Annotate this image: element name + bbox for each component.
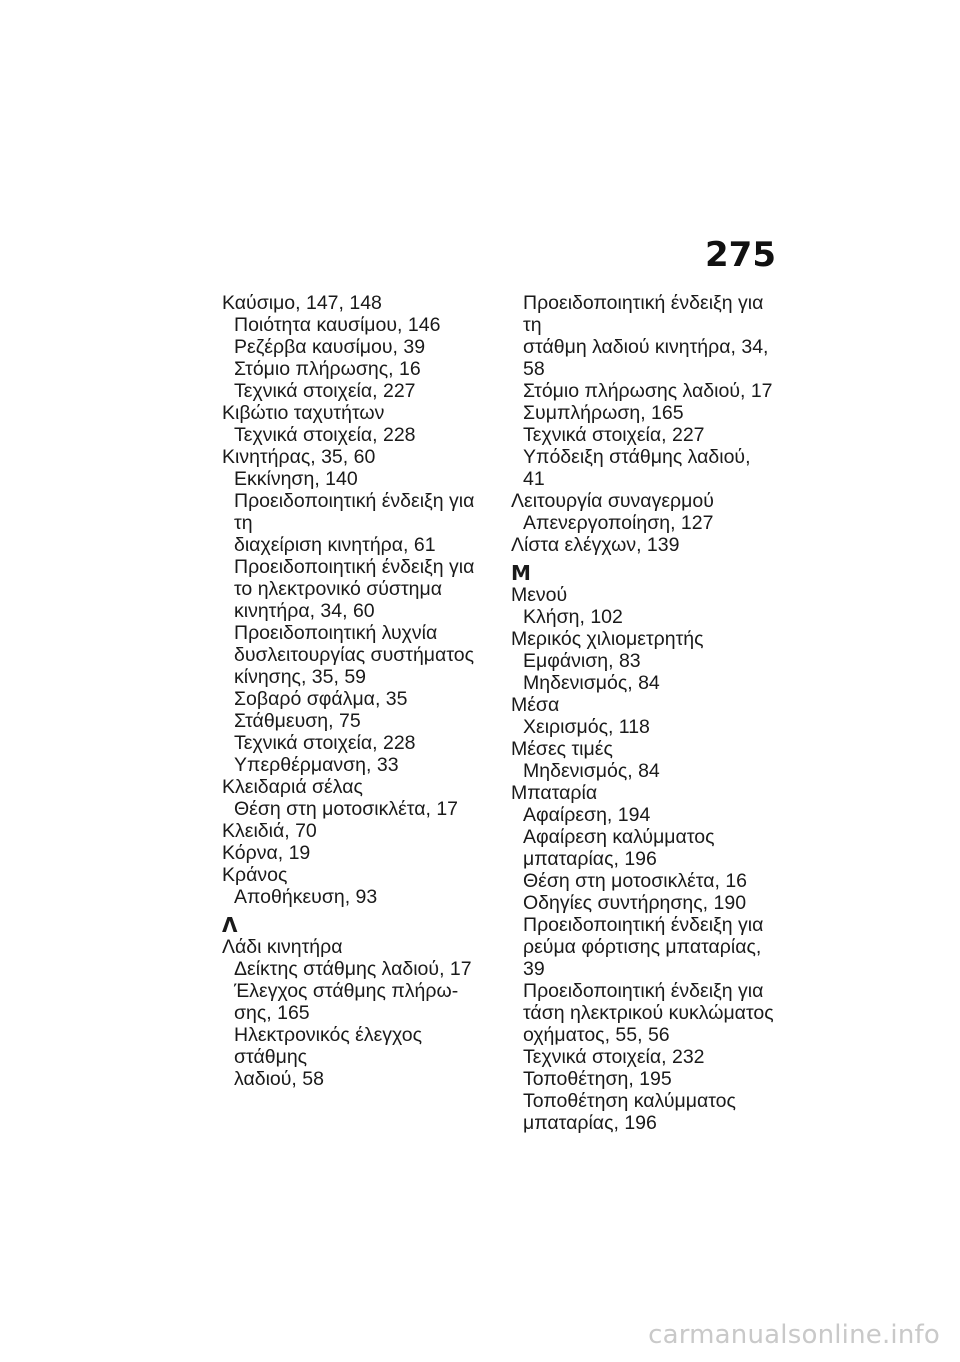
index-subentry: Σοβαρό σφάλμα, 35 bbox=[234, 688, 408, 710]
index-subentry: Ποιότητα καυσίμου, 146 bbox=[234, 314, 441, 336]
index-entry: Μερικός χιλιομετρητής bbox=[511, 628, 704, 650]
index-subentry: μπαταρίας, 196 bbox=[523, 1112, 657, 1134]
index-subentry: Απενεργοποίηση, 127 bbox=[523, 512, 714, 534]
index-subentry: Εμφάνιση, 83 bbox=[523, 650, 641, 672]
index-subentry: Θέση στη μοτοσικλέτα, 16 bbox=[523, 870, 748, 892]
index-entry: Μέσα bbox=[511, 694, 560, 716]
index-subentry: Συμπλήρωση, 165 bbox=[523, 402, 684, 424]
index-subentry: Τεχνικά στοιχεία, 228 bbox=[234, 732, 416, 754]
index-subentry: Στόμιο πλήρωσης λαδιού, 17 bbox=[523, 380, 773, 402]
index-subentry: στάθμη λαδιού κινητήρα, 34, bbox=[523, 336, 769, 358]
index-subentry: ρεύμα φόρτισης μπαταρίας, 39 bbox=[523, 936, 762, 980]
index-subentry: μπαταρίας, 196 bbox=[523, 848, 657, 870]
index-subentry: Προειδοποιητική ένδειξη για bbox=[523, 914, 764, 936]
index-entry: Μπαταρία bbox=[511, 782, 598, 804]
index-subentry: δυσλειτουργίας συστήματος bbox=[234, 644, 474, 666]
index-subentry: Χειρισμός, 118 bbox=[523, 716, 650, 738]
index-subentry: 58 bbox=[523, 358, 545, 380]
index-entry: Λειτουργία συναγερμού bbox=[511, 490, 714, 512]
index-subentry: σης, 165 bbox=[234, 1002, 310, 1024]
index-subentry: Μηδενισμός, 84 bbox=[523, 760, 660, 782]
index-subentry: Τοποθέτηση, 195 bbox=[523, 1068, 672, 1090]
index-subentry: οχήματος, 55, 56 bbox=[523, 1024, 670, 1046]
index-entry: Μέσες τιμές bbox=[511, 738, 613, 760]
index-entry: Λάδι κινητήρα bbox=[222, 936, 343, 958]
index-entry: Κράνος bbox=[222, 864, 288, 886]
index-subentry: Αποθήκευση, 93 bbox=[234, 886, 378, 908]
index-entry: Λίστα ελέγχων, 139 bbox=[511, 534, 680, 556]
index-entry: Κόρνα, 19 bbox=[222, 842, 311, 864]
index-subentry: Αφαίρεση, 194 bbox=[523, 804, 651, 826]
index-section-letter: Μ bbox=[511, 561, 531, 585]
index-subentry: Κλήση, 102 bbox=[523, 606, 623, 628]
index-subentry: Υπερθέρμανση, 33 bbox=[234, 754, 399, 776]
index-subentry: Στόμιο πλήρωσης, 16 bbox=[234, 358, 421, 380]
index-section-letter: Λ bbox=[222, 913, 238, 937]
page-number: 275 bbox=[705, 235, 776, 275]
index-subentry: Προειδοποιητική ένδειξη για bbox=[234, 556, 475, 578]
index-subentry: Προειδοποιητική ένδειξη για τη bbox=[234, 490, 475, 534]
index-subentry: Τεχνικά στοιχεία, 228 bbox=[234, 424, 416, 446]
index-subentry: Τεχνικά στοιχεία, 227 bbox=[234, 380, 416, 402]
index-subentry: Θέση στη μοτοσικλέτα, 17 bbox=[234, 798, 459, 820]
index-entry: Μενού bbox=[511, 584, 568, 606]
watermark-text: carmanualsonline.info bbox=[648, 1320, 940, 1350]
index-subentry: Στάθμευση, 75 bbox=[234, 710, 361, 732]
index-column-left bbox=[222, 292, 497, 1090]
index-subentry: Προειδοποιητική λυχνία bbox=[234, 622, 438, 644]
index-entry: Κιβώτιο ταχυτήτων bbox=[222, 402, 385, 424]
index-entry: Κλειδαριά σέλας bbox=[222, 776, 363, 798]
index-subentry: Ηλεκτρονικός έλεγχος στάθμης bbox=[234, 1024, 423, 1068]
index-entry: Κλειδιά, 70 bbox=[222, 820, 317, 842]
index-subentry: Προειδοποιητική ένδειξη για bbox=[523, 980, 764, 1002]
index-subentry: Τεχνικά στοιχεία, 232 bbox=[523, 1046, 705, 1068]
index-subentry: κίνησης, 35, 59 bbox=[234, 666, 367, 688]
index-entry: Καύσιμο, 147, 148 bbox=[222, 292, 382, 314]
index-subentry: Ρεζέρβα καυσίμου, 39 bbox=[234, 336, 426, 358]
index-subentry: Δείκτης στάθμης λαδιού, 17 bbox=[234, 958, 472, 980]
index-entry: Κινητήρας, 35, 60 bbox=[222, 446, 376, 468]
index-subentry: Τοποθέτηση καλύμματος bbox=[523, 1090, 736, 1112]
index-subentry: τάση ηλεκτρικού κυκλώματος bbox=[523, 1002, 774, 1024]
index-subentry: Αφαίρεση καλύμματος bbox=[523, 826, 715, 848]
index-subentry: Τεχνικά στοιχεία, 227 bbox=[523, 424, 705, 446]
index-subentry: διαχείριση κινητήρα, 61 bbox=[234, 534, 436, 556]
index-subentry: κινητήρα, 34, 60 bbox=[234, 600, 375, 622]
index-subentry: Μηδενισμός, 84 bbox=[523, 672, 660, 694]
index-subentry: λαδιού, 58 bbox=[234, 1068, 324, 1090]
index-subentry: Εκκίνηση, 140 bbox=[234, 468, 358, 490]
index-subentry: Προειδοποιητική ένδειξη για τη bbox=[523, 292, 764, 336]
index-column-right bbox=[511, 292, 776, 1134]
index-subentry: το ηλεκτρονικό σύστημα bbox=[234, 578, 443, 600]
index-subentry: Έλεγχος στάθμης πλήρω- bbox=[234, 980, 459, 1002]
index-subentry: Υπόδειξη στάθμης λαδιού, 41 bbox=[523, 446, 751, 490]
index-subentry: Οδηγίες συντήρησης, 190 bbox=[523, 892, 747, 914]
